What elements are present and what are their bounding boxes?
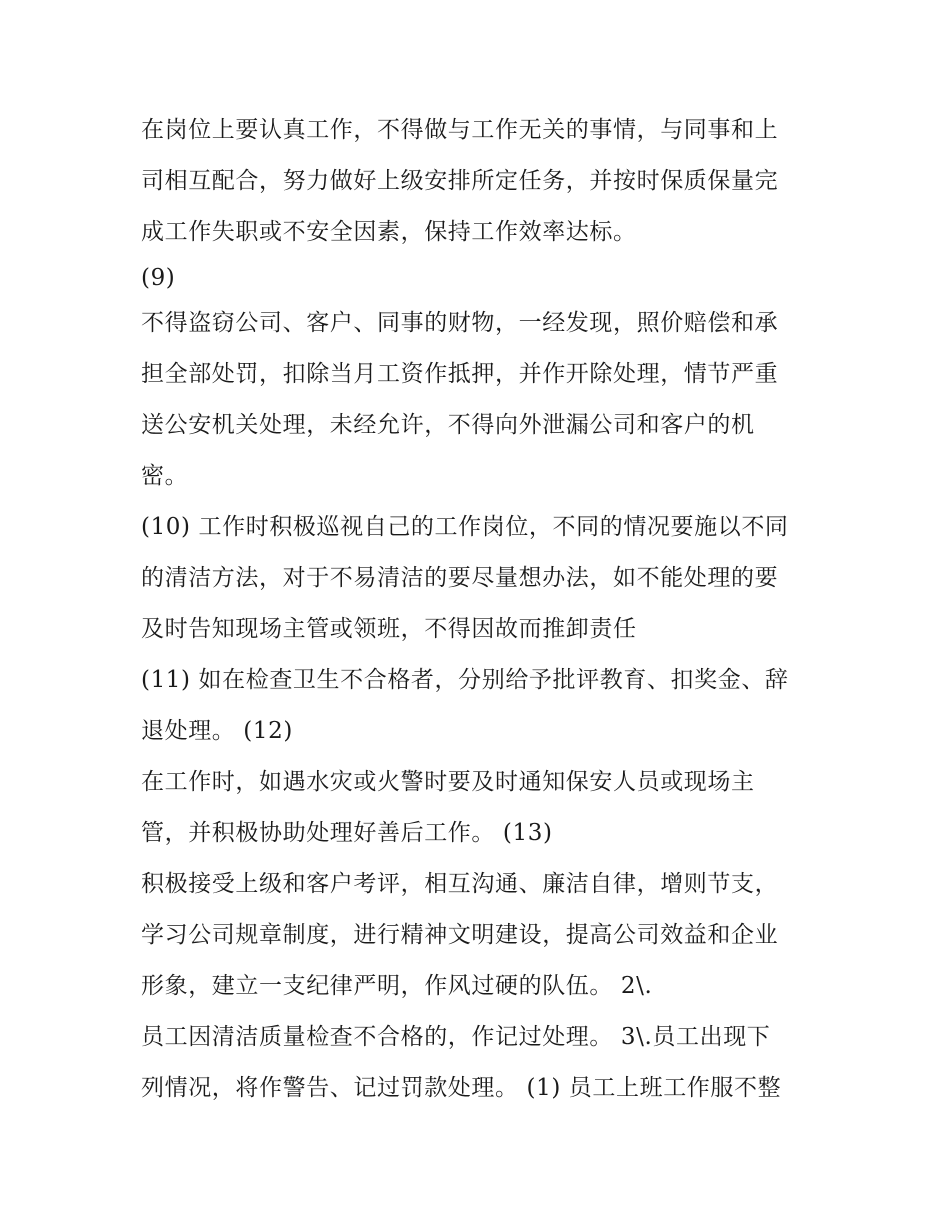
text-line: 管，并积极协助处理好善后工作。 (13): [141, 820, 553, 846]
text-line: 担全部处罚，扣除当月工资作抵押，并作开除处理，情节严重: [141, 361, 779, 387]
text-line: (9): [141, 265, 176, 291]
text-line: 员工因清洁质量检查不合格的，作记过处理。 3\.员工出现下: [141, 1024, 771, 1050]
text-line: 的清洁方法，对于不易清洁的要尽量想办法，如不能处理的要: [141, 565, 779, 591]
text-line: 送公安机关处理，未经允许，不得向外泄漏公司和客户的机: [141, 412, 755, 438]
text-line: 形象，建立一支纪律严明，作风过硬的队伍。 2\.: [141, 973, 653, 999]
text-line: 不得盗窃公司、客户、同事的财物，一经发现，照价赔偿和承: [141, 310, 779, 336]
text-line: 密。: [141, 463, 189, 489]
text-line: 及时告知现场主管或领班，不得因故而推卸责任: [141, 616, 637, 642]
text-line: (11) 如在检查卫生不合格者，分别给予批评教育、扣奖金、辞: [141, 667, 789, 693]
text-line: 在岗位上要认真工作，不得做与工作无关的事情，与同事和上: [141, 117, 779, 143]
text-line: 学习公司规章制度，进行精神文明建设，提高公司效益和企业: [141, 922, 779, 948]
text-line: 司相互配合，努力做好上级安排所定任务，并按时保质保量完: [141, 168, 779, 194]
text-line: 退处理。 (12): [141, 718, 293, 744]
text-line: 列情况，将作警告、记过罚款处理。 (1) 员工上班工作服不整: [141, 1075, 782, 1101]
text-line: (10) 工作时积极巡视自己的工作岗位，不同的情况要施以不同: [141, 514, 789, 540]
text-line: 成工作失职或不安全因素，保持工作效率达标。: [141, 219, 637, 245]
text-line: 在工作时，如遇水灾或火警时要及时通知保安人员或现场主: [141, 769, 755, 795]
body-text: [141, 105, 821, 1114]
text-line: 积极接受上级和客户考评，相互沟通、廉洁自律，增则节支，: [141, 871, 779, 897]
